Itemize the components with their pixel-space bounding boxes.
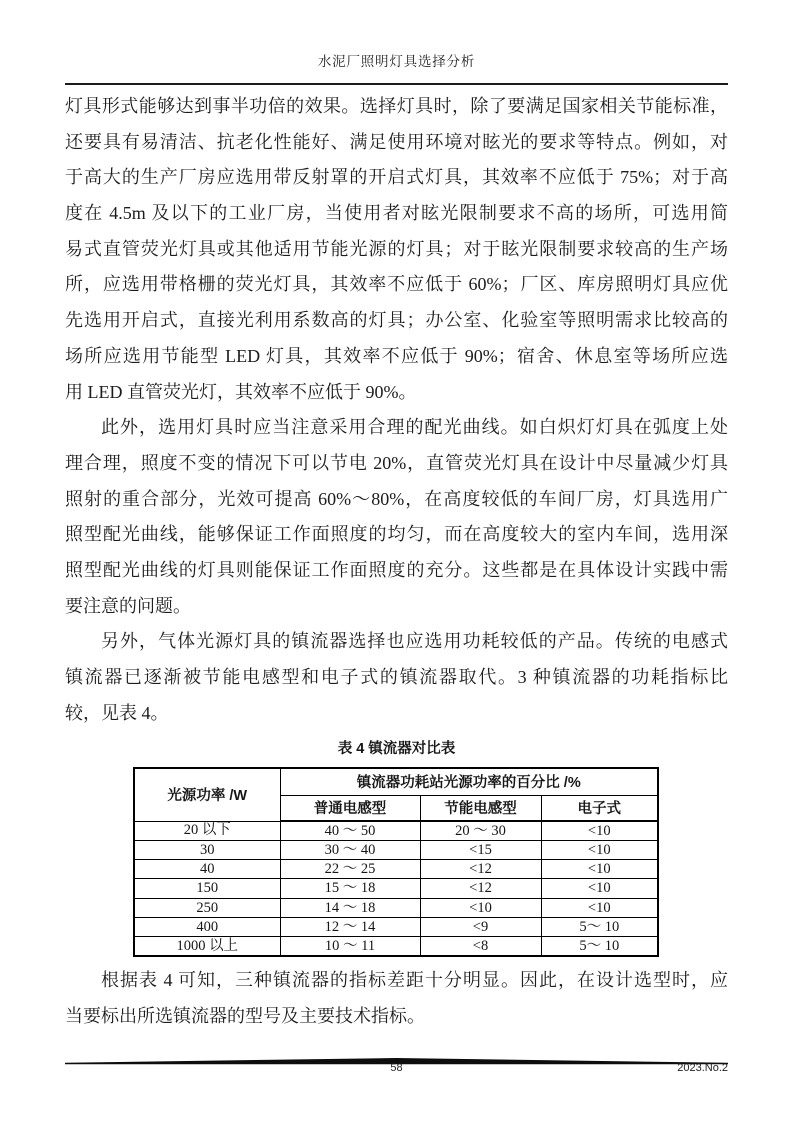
- table-cell: 20 ～ 30: [420, 821, 541, 840]
- text-line: 理合理，照度不变的情况下可以节电 20%，直管荧光灯具在设计中尽量减少灯具: [65, 452, 728, 473]
- table-row: [134, 937, 658, 956]
- text-line: 此外，选用灯具时应当注意采用合理的配光曲线。如白炽灯灯具在弧度上处: [101, 417, 728, 438]
- table-cell: <8: [420, 937, 541, 956]
- text-line: 灯具形式能够达到事半功倍的效果。选择灯具时，除了要满足国家相关节能标准，: [65, 96, 728, 116]
- running-title: 水泥厂照明灯具选择分析: [317, 54, 476, 69]
- table-header-row: [134, 768, 658, 795]
- text-line: 当要标出所选镇流器的型号及主要技术指标。: [65, 1005, 425, 1026]
- header-rule: [65, 83, 728, 85]
- text-line: 先选用开启式，直接光利用系数高的灯具；办公室、化验室等照明需求比较高的: [65, 310, 728, 331]
- page-number: 58: [390, 1062, 403, 1074]
- table-cell: 40 ～ 50: [280, 821, 420, 840]
- text-line: 镇流器已逐渐被节能电感型和电子式的镇流器取代。3 种镇流器的功耗指标比: [65, 667, 728, 687]
- table-header-power: 光源功率 /W: [134, 768, 280, 821]
- table-cell: <10: [541, 860, 658, 879]
- table-subheader-electronic: 电子式: [541, 795, 658, 821]
- table-cell: <10: [420, 898, 541, 917]
- table-cell: 400: [134, 917, 280, 936]
- table-cell: <10: [541, 821, 658, 840]
- table-cell: 250: [134, 898, 280, 917]
- body-text: [65, 89, 728, 731]
- table-header-group: 镇流器功耗站光源功率的百分比 /%: [280, 768, 658, 795]
- text-line: 场所应选用节能型 LED 灯具，其效率不应低于 90%；宿舍、休息室等场所应选: [65, 345, 728, 366]
- table-cell: 12 ～ 14: [280, 917, 420, 936]
- ballast-comparison-table: [133, 767, 659, 957]
- table-cell: 150: [134, 879, 280, 898]
- table-cell: 22 ～ 25: [280, 860, 420, 879]
- text-line: 根据表 4 可知，三种镇流器的指标差距十分明显。因此，在设计选型时，应: [101, 970, 728, 990]
- table-cell: 40: [134, 860, 280, 879]
- text-line: 另外，气体光源灯具的镇流器选择也应选用功耗较低的产品。传统的电感式: [101, 631, 728, 652]
- table-row: [134, 840, 658, 859]
- table-cell: 30: [134, 840, 280, 859]
- table-cell: <9: [420, 917, 541, 936]
- text-line: 照型配光曲线的灯具则能保证工作面照度的充分。这些都是在具体设计实践中需: [65, 559, 728, 580]
- table-row: [134, 860, 658, 879]
- footer-rule: [65, 1052, 728, 1059]
- body-text-after-table: [65, 963, 728, 1034]
- table-subheader-energy-saving-inductive: 节能电感型: [420, 795, 541, 821]
- table-body: [134, 821, 658, 956]
- table-subheader-ordinary-inductive: 普通电感型: [280, 795, 420, 821]
- text-line: 所，应选用带格栅的荧光灯具，其效率不应低于 60%；厂区、库房照明灯具应优: [65, 274, 728, 295]
- text-line: 较，见表 4。: [65, 702, 169, 723]
- table-cell: <12: [420, 879, 541, 898]
- text-line: 还要具有易清洁、抗老化性能好、满足使用环境对眩光的要求等特点。例如，对: [65, 131, 728, 152]
- text-line: 易式直管荧光灯具或其他适用节能光源的灯具；对于眩光限制要求较高的生产场: [65, 238, 728, 259]
- table-cell: 30 ～ 40: [280, 840, 420, 859]
- issue-number: 2023.No.2: [677, 1062, 728, 1074]
- page-footer: [65, 1062, 728, 1078]
- table-row: [134, 917, 658, 936]
- table-cell: <15: [420, 840, 541, 859]
- text-line: 于高大的生产厂房应选用带反射罩的开启式灯具，其效率不应低于 75%；对于高: [65, 167, 728, 188]
- table-cell: 20 以下: [134, 821, 280, 840]
- table-cell: 14 ～ 18: [280, 898, 420, 917]
- table-row: [134, 879, 658, 898]
- table-caption: 表 4 镇流器对比表: [337, 741, 456, 757]
- table-row: [134, 898, 658, 917]
- table-cell: 5～ 10: [541, 937, 658, 956]
- table-cell: <10: [541, 898, 658, 917]
- table-cell: 1000 以上: [134, 937, 280, 956]
- table-cell: 15 ～ 18: [280, 879, 420, 898]
- table-cell: 5～ 10: [541, 917, 658, 936]
- text-line: 用 LED 直管荧光灯，其效率不应低于 90%。: [65, 381, 417, 402]
- table-row: [134, 821, 658, 840]
- text-line: 照型配光曲线，能够保证工作面照度的均匀，而在高度较大的室内车间，选用深: [65, 524, 728, 545]
- table-cell: <10: [541, 840, 658, 859]
- table-cell: 10 ～ 11: [280, 937, 420, 956]
- table-cell: <12: [420, 860, 541, 879]
- text-line: 要注意的问题。: [65, 595, 191, 616]
- text-line: 照射的重合部分，光效可提高 60%～80%，在高度较低的车间厂房，灯具选用广: [65, 488, 728, 509]
- text-line: 度在 4.5m 及以下的工业厂房，当使用者对眩光限制要求不高的场所，可选用简: [65, 203, 728, 224]
- table-cell: <10: [541, 879, 658, 898]
